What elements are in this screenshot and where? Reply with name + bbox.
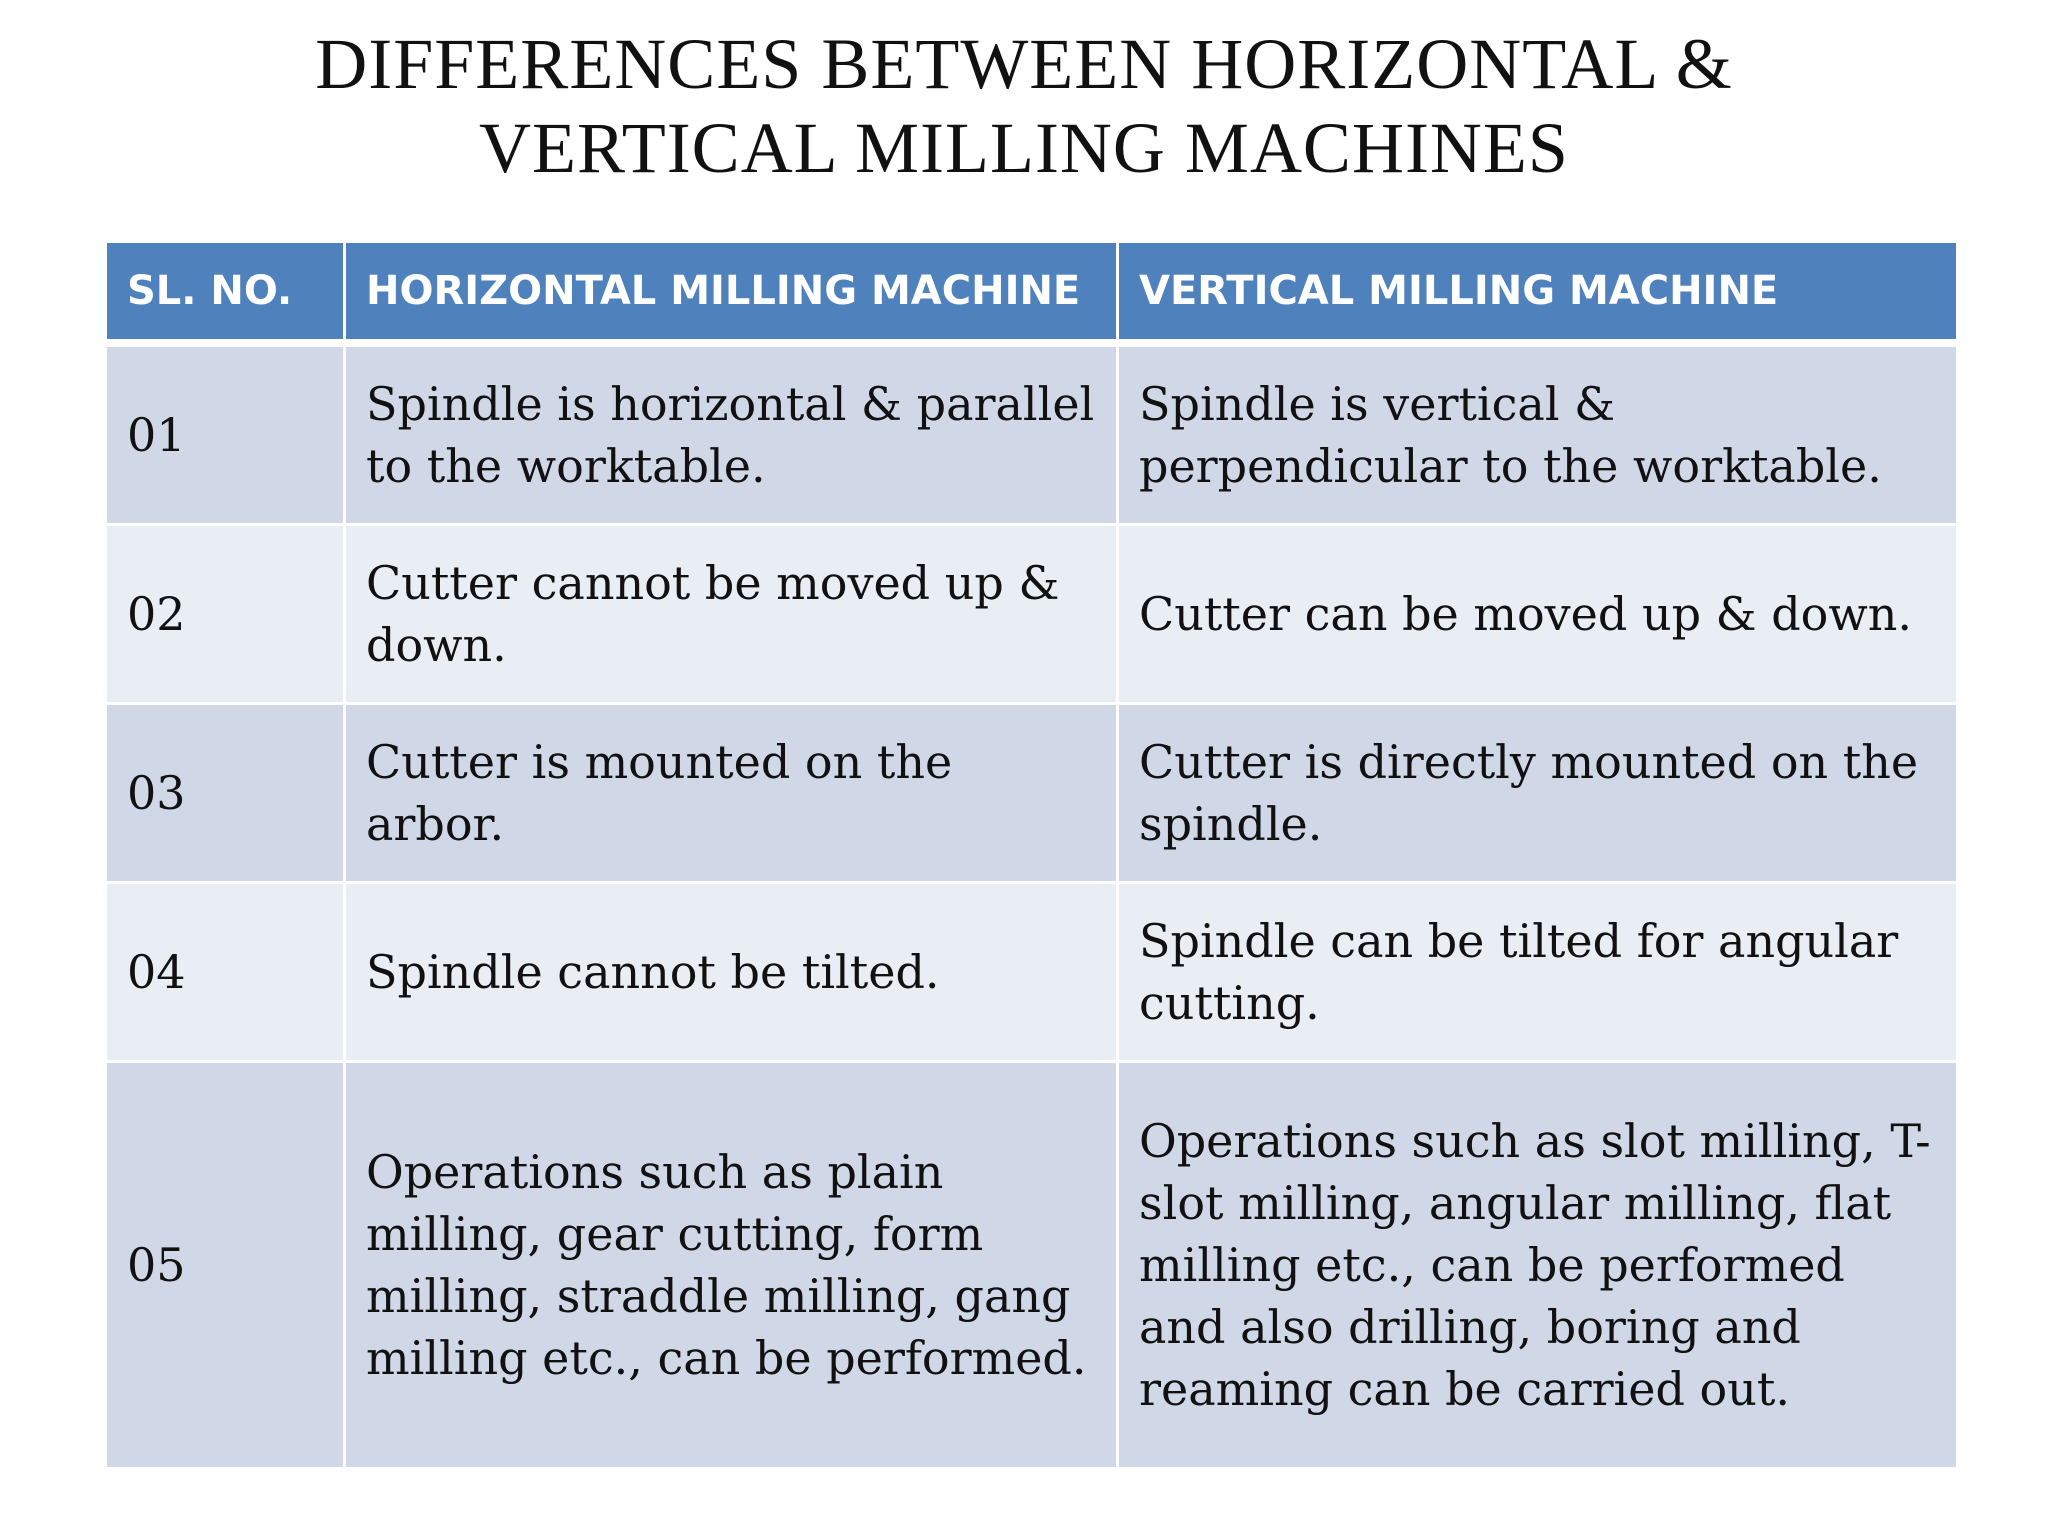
- horizontal-cell: Cutter is mounted on the arbor.: [345, 704, 1118, 883]
- horizontal-cell: Operations such as plain milling, gear cutting, form milling, straddle milling, gang milling etc., can be performed.: [345, 1062, 1118, 1469]
- horizontal-cell: Spindle cannot be tilted.: [345, 883, 1118, 1062]
- horizontal-cell: Cutter cannot be moved up & down.: [345, 525, 1118, 704]
- row-number: 03: [106, 704, 345, 883]
- table-row: [106, 1062, 1958, 1469]
- vertical-cell: Operations such as slot milling, T-slot milling, angular milling, flat milling etc., can be performed and also drilling, boring and reaming can be carried out.: [1118, 1062, 1958, 1469]
- row-number: 01: [106, 343, 345, 525]
- title-line-2: VERTICAL MILLING MACHINES: [479, 108, 1569, 188]
- header-vertical: VERTICAL MILLING MACHINE: [1118, 242, 1958, 344]
- header-horizontal: HORIZONTAL MILLING MACHINE: [345, 242, 1118, 344]
- slide-title: [0, 22, 2048, 190]
- vertical-cell: Spindle can be tilted for angular cutting.: [1118, 883, 1958, 1062]
- row-number: 02: [106, 525, 345, 704]
- table-row: [106, 883, 1958, 1062]
- table-row: [106, 343, 1958, 525]
- table-header-row: [106, 242, 1958, 344]
- vertical-cell: Spindle is vertical & perpendicular to the worktable.: [1118, 343, 1958, 525]
- header-sl-no: SL. NO.: [106, 242, 345, 344]
- horizontal-cell: Spindle is horizontal & parallel to the worktable.: [345, 343, 1118, 525]
- title-line-1: DIFFERENCES BETWEEN HORIZONTAL &: [315, 24, 1733, 104]
- table-row: [106, 704, 1958, 883]
- table-row: [106, 525, 1958, 704]
- row-number: 04: [106, 883, 345, 1062]
- row-number: 05: [106, 1062, 345, 1469]
- vertical-cell: Cutter is directly mounted on the spindle.: [1118, 704, 1958, 883]
- vertical-cell: Cutter can be moved up & down.: [1118, 525, 1958, 704]
- comparison-table: [104, 240, 1959, 1470]
